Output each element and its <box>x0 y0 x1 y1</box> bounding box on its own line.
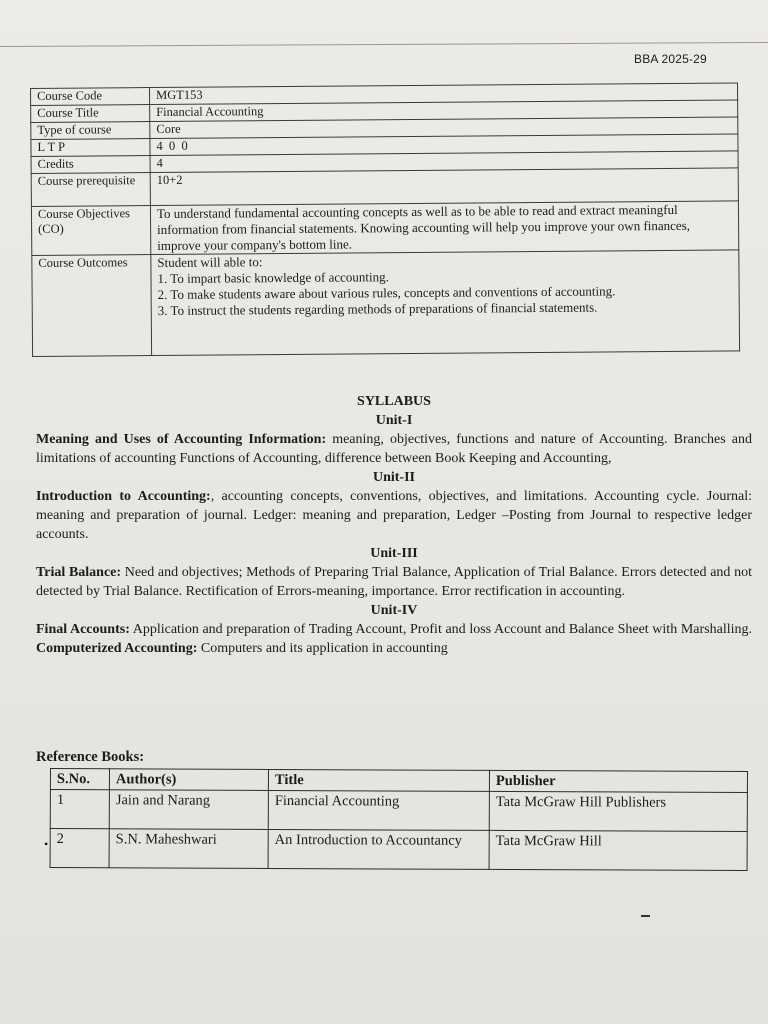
row-label: Course prerequisite <box>31 173 150 207</box>
table-cell: 2 <box>50 829 109 868</box>
outcome-intro: Student will able to: <box>157 254 263 271</box>
table-row <box>50 829 747 871</box>
row-value: Core <box>150 117 738 139</box>
row-value: MGT153 <box>150 83 738 105</box>
table-cell: Tata McGraw Hill Publishers <box>489 791 747 831</box>
row-label: Course Title <box>31 105 150 123</box>
table-row <box>31 201 738 256</box>
outcome-item: 1. To impart basic knowledge of accounting. <box>157 269 389 287</box>
row-label: Type of course <box>31 122 150 140</box>
syllabus-section <box>36 392 752 658</box>
outcome-item: 2. To make students aware about various rules, concepts and conventions of accounting. <box>157 283 616 303</box>
column-header: Author(s) <box>109 769 268 791</box>
row-label: Course Objectives (CO) <box>31 206 150 256</box>
table-cell: Tata McGraw Hill <box>489 830 747 870</box>
outcome-item: 3. To instruct the students regarding methods of preparations of financial statements. <box>157 299 598 319</box>
topic-text: Need and objectives; Methods of Preparing Trial Balance, Application of Trial Balance. Errors detected and not detected by Trial Balance. Rectification of Errors-meaning, importance. Error rectification in accounting. <box>36 565 752 599</box>
table-cell: Jain and Narang <box>109 790 268 830</box>
topic-heading: Computerized Accounting: <box>36 641 198 656</box>
topic-heading: Trial Balance: <box>36 565 122 580</box>
row-label: Course Outcomes <box>32 255 152 357</box>
stray-mark: • <box>44 837 49 851</box>
course-outcomes <box>151 250 740 356</box>
unit-heading: Unit-III <box>370 546 418 561</box>
row-value: Financial Accounting <box>150 100 738 122</box>
table-cell: S.N. Maheshwari <box>109 829 268 869</box>
column-header: S.No. <box>50 769 109 790</box>
row-value: 4 <box>150 151 738 173</box>
course-objectives: To understand fundamental accounting concepts as well as to be able to read and extract meaningful information from financial statements. Knowing accounting will help you improve your own finances, improve your company's bottom line. <box>150 201 738 255</box>
row-value: 10+2 <box>150 168 738 206</box>
topic-text: meaning, objectives, functions and nature of Accounting. Branches and limitations of accounting Functions of Accounting, difference between Book Keeping and Accounting, <box>36 432 752 466</box>
topic-heading: Introduction to Accounting: <box>36 489 211 504</box>
topic-text: Computers and its application in accounting <box>197 641 448 656</box>
table-row <box>32 250 740 357</box>
unit-content <box>36 430 752 468</box>
unit-content <box>36 563 752 601</box>
reference-books-table <box>50 768 748 871</box>
syllabus-title: SYLLABUS <box>357 394 431 409</box>
row-value: 4 0 0 <box>150 134 738 156</box>
table-header-row <box>50 769 747 793</box>
unit-content <box>36 487 752 544</box>
batch-label: BBA 2025-29 <box>634 52 707 66</box>
table-row <box>50 790 747 832</box>
row-label: L T P <box>31 139 150 157</box>
column-header: Publisher <box>489 770 747 792</box>
topic-text: , accounting concepts, conventions, objectives, and limitations. Accounting cycle. Journal: meaning and preparation of journal. Ledger: meaning and preparation, Ledger –Posting from Journal to respective ledger accounts. <box>36 489 752 542</box>
row-label: Course Code <box>31 88 150 106</box>
topic-text: Application and preparation of Trading Account, Profit and loss Account and Balance Sheet with Marshalling. <box>129 622 752 637</box>
unit-content <box>36 620 752 658</box>
course-info-table <box>30 82 740 357</box>
unit-heading: Unit-IV <box>370 603 418 618</box>
unit-heading: Unit-II <box>372 470 415 485</box>
stray-mark <box>641 915 650 917</box>
unit-heading: Unit-I <box>375 413 413 428</box>
table-cell: Financial Accounting <box>268 790 489 830</box>
table-cell: 1 <box>50 790 109 829</box>
table-row <box>31 168 738 207</box>
reference-books-title: Reference Books: <box>36 749 145 765</box>
page-fold-line <box>0 42 768 47</box>
table-cell: An Introduction to Accountancy <box>268 829 489 869</box>
topic-heading: Meaning and Uses of Accounting Information: <box>36 432 327 447</box>
row-label: Credits <box>31 156 150 174</box>
topic-heading: Final Accounts: <box>36 622 130 637</box>
column-header: Title <box>268 769 489 791</box>
